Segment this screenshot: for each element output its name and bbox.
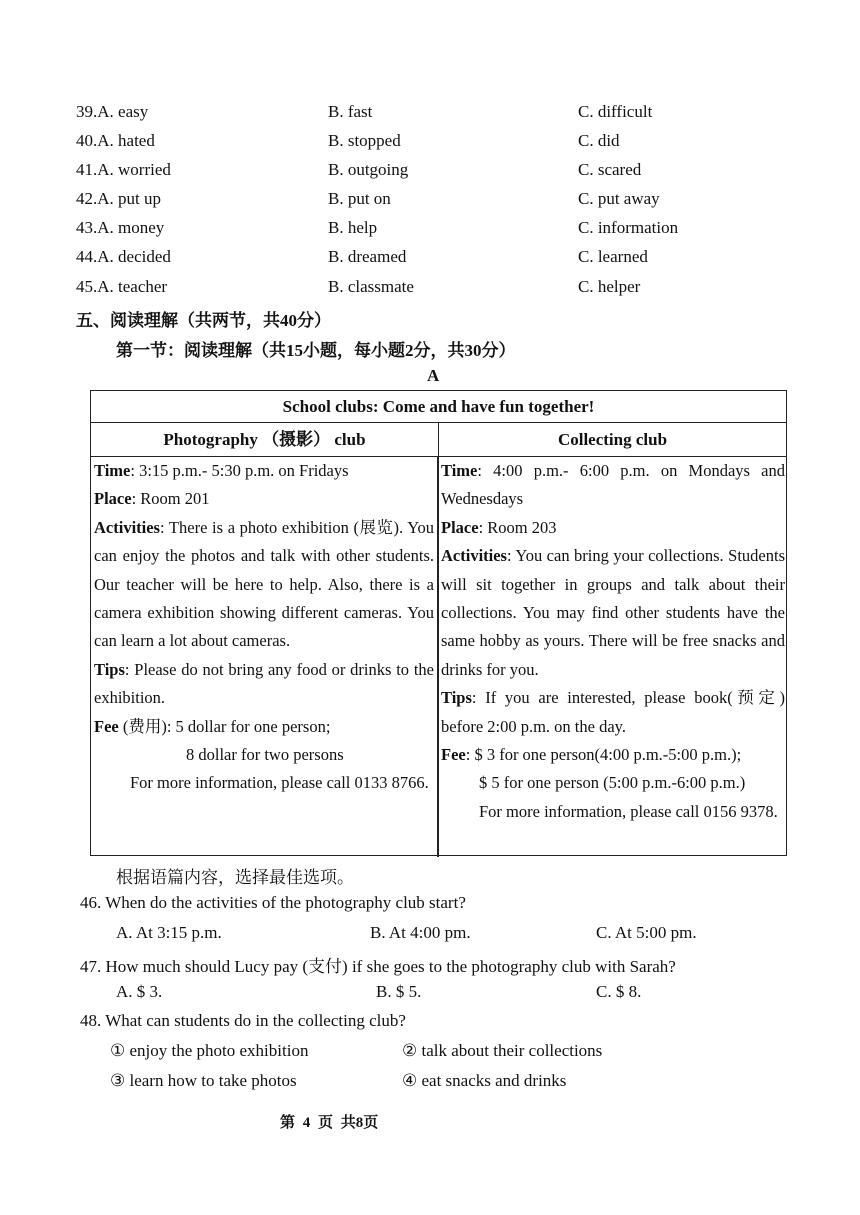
place-line: Place: Room 203 [441, 517, 557, 537]
option-c: C. scared [578, 160, 642, 179]
photography-club-header: Photography （摄影） club [91, 423, 439, 457]
option-b: B. stopped [328, 131, 401, 150]
option-row-39 [76, 102, 776, 131]
option-a: 44.A. decided [76, 247, 171, 266]
fee-line: Fee: $ 3 for one person(4:00 p.m.-5:00 p.m.); [441, 745, 742, 765]
option-c: C. put away [578, 189, 660, 208]
option-row-43 [76, 218, 776, 247]
clubs-table [90, 390, 787, 856]
option-c: C. $ 8. [596, 982, 642, 1001]
option-a: A. $ 3. [116, 982, 163, 1001]
question-46: 46. When do the activities of the photography club start? [80, 893, 466, 912]
option-b: B. dreamed [328, 247, 407, 266]
option-b: B. classmate [328, 277, 414, 296]
option-a: 42.A. put up [76, 189, 161, 208]
collecting-club-header: Collecting club [439, 423, 786, 457]
option-c: C. learned [578, 247, 648, 266]
fee-line: Fee (费用): 5 dollar for one person; [94, 716, 331, 736]
option-a: A. At 3:15 p.m. [116, 923, 222, 942]
time-line: Time: 3:15 p.m.- 5:30 p.m. on Fridays [94, 461, 349, 480]
question-48-options-row2 [110, 1071, 816, 1099]
option-b: B. fast [328, 102, 373, 121]
fee-line-2: $ 5 for one person (5:00 p.m.-6:00 p.m.) [479, 773, 746, 793]
section-title: 五、阅读理解（共两节，共40分） [76, 311, 331, 330]
question-48: 48. What can students do in the collecting club? [80, 1011, 406, 1030]
option-a: 39.A. easy [76, 102, 149, 121]
option-b: B. put on [328, 189, 391, 208]
option-b: B. outgoing [328, 160, 409, 179]
option-c: C. difficult [578, 102, 653, 121]
collecting-club-details [441, 457, 785, 826]
option-c: C. information [578, 218, 679, 237]
option-a: 45.A. teacher [76, 277, 168, 296]
more-info-line: For more information, please call 0133 8766. [130, 773, 429, 793]
option-row-42 [76, 189, 776, 218]
question-46-options [116, 923, 816, 951]
option-a: 43.A. money [76, 218, 165, 237]
option-2: ② talk about their collections [402, 1041, 603, 1060]
time-line: Time: 4:00 p.m.- 6:00 p.m. on Mondays and Wednesdays [441, 461, 785, 509]
passage-letter: A [427, 366, 440, 385]
option-b: B. help [328, 218, 378, 237]
fee-line-2: 8 dollar for two persons [186, 745, 344, 765]
more-info-line: For more information, please call 0156 9378. [479, 801, 778, 821]
option-4: ④ eat snacks and drinks [402, 1071, 567, 1090]
activities-line: Activities: You can bring your collections. Students will sit together in groups and talk about their collections. You may find other students have the same hobby as yours. There will be free snacks and drinks for you. [441, 546, 785, 679]
page-number: 第 4 页 共8页 [280, 1115, 379, 1131]
option-row-44 [76, 247, 776, 276]
instruction: 根据语篇内容，选择最佳选项。 [116, 868, 354, 887]
option-b: B. $ 5. [376, 982, 422, 1001]
option-b: B. At 4:00 pm. [370, 923, 471, 942]
tips-line: Tips: Please do not bring any food or drinks to the exhibition. [94, 659, 434, 708]
question-47: 47. How much should Lucy pay (支付) if she goes to the photography club with Sarah? [80, 957, 676, 976]
option-1: ① enjoy the photo exhibition [110, 1041, 309, 1060]
option-row-40 [76, 131, 776, 160]
option-c: C. helper [578, 277, 641, 296]
tips-line: Tips: If you are interested, please book(预定) before 2:00 p.m. on the day. [441, 688, 785, 736]
option-a: 41.A. worried [76, 160, 171, 179]
sub-section-title: 第一节：阅读理解（共15小题，每小题2分，共30分） [116, 341, 516, 360]
question-48-options-row1 [110, 1041, 816, 1069]
option-3: ③ learn how to take photos [110, 1071, 297, 1090]
question-47-options [116, 982, 816, 1010]
activities-line: Activities: There is a photo exhibition (展览). You can enjoy the photos and talk with other students. Our teacher will be here to help. Also, there is a camera exhibition showing different cameras. You can learn a lot about cameras. [94, 517, 434, 651]
column-divider [437, 457, 439, 857]
table-title: School clubs: Come and have fun together! [91, 391, 786, 423]
place-line: Place: Room 201 [94, 489, 210, 509]
photography-club-details [94, 457, 434, 798]
option-c: C. did [578, 131, 620, 150]
option-row-45 [76, 277, 776, 306]
option-a: 40.A. hated [76, 131, 155, 150]
option-row-41 [76, 160, 776, 189]
option-c: C. At 5:00 pm. [596, 923, 697, 942]
